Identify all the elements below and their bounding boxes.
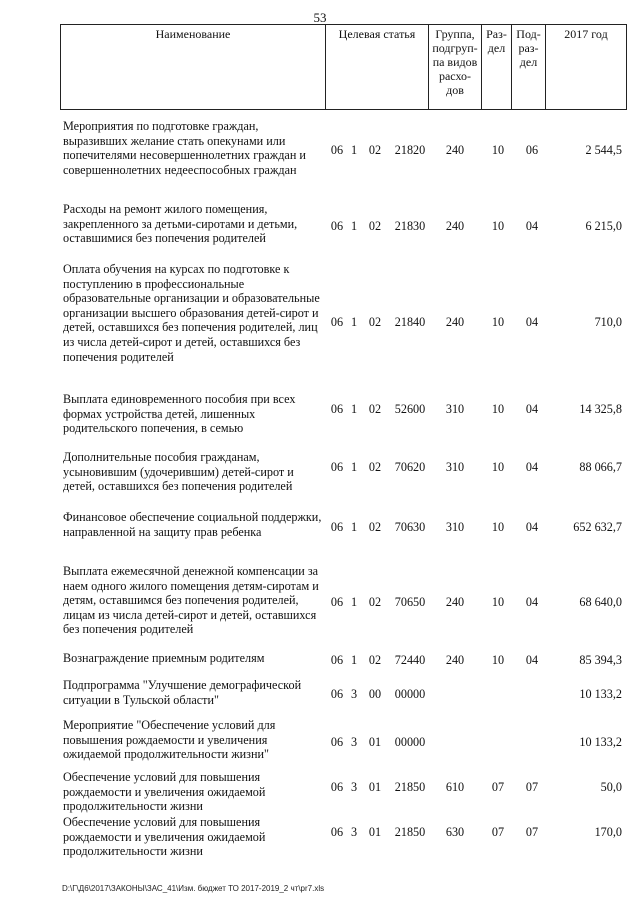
amount-2017: 10 133,2	[579, 735, 622, 749]
direction-code: 21840	[394, 315, 426, 329]
expense-group: 240	[445, 595, 465, 609]
subsection: 04	[525, 219, 539, 233]
section: 10	[491, 143, 505, 157]
program-code: 06	[330, 315, 344, 329]
subsection: 06	[525, 143, 539, 157]
program-code: 06	[330, 595, 344, 609]
subprogram-code: 3	[350, 780, 358, 794]
section: 10	[491, 520, 505, 534]
subprogram-code: 3	[350, 735, 358, 749]
subprogram-code: 3	[350, 825, 358, 839]
row-name: Финансовое обеспечение социальной поддержки, направленной на защиту прав ребенка	[63, 510, 322, 539]
amount-2017: 50,0	[600, 780, 622, 794]
amount-2017: 2 544,5	[585, 143, 622, 157]
section: 10	[491, 219, 505, 233]
subprogram-code: 1	[350, 143, 358, 157]
expense-group: 240	[445, 219, 465, 233]
expense-group: 240	[445, 653, 465, 667]
event-code: 02	[368, 460, 382, 474]
program-code: 06	[330, 653, 344, 667]
header-group-line: Группа,	[435, 27, 475, 41]
direction-code: 52600	[394, 402, 426, 416]
expense-group: 630	[445, 825, 465, 839]
row-name: Выплата единовременного пособия при всех формах устройства детей, лишенных родительского попечения, в семью	[63, 392, 296, 436]
header-razdel-line: Раз-	[486, 27, 507, 41]
expense-group: 240	[445, 315, 465, 329]
program-code: 06	[330, 143, 344, 157]
section: 10	[491, 402, 505, 416]
event-code: 01	[368, 735, 382, 749]
event-code: 02	[368, 219, 382, 233]
subsection: 04	[525, 520, 539, 534]
event-code: 02	[368, 402, 382, 416]
row-name: Обеспечение условий для повышения рождаемости и увеличения ожидаемой продолжительности жизни	[63, 815, 266, 859]
direction-code: 21850	[394, 825, 426, 839]
program-code: 06	[330, 520, 344, 534]
row-name: Вознаграждение приемным родителям	[63, 651, 265, 665]
program-code: 06	[330, 402, 344, 416]
subprogram-code: 1	[350, 520, 358, 534]
header-podrazdel-line: Под-	[516, 27, 541, 41]
subprogram-code: 1	[350, 460, 358, 474]
section: 10	[491, 315, 505, 329]
subprogram-code: 1	[350, 402, 358, 416]
subsection: 04	[525, 460, 539, 474]
program-code: 06	[330, 735, 344, 749]
header-razdel-line: дел	[487, 41, 506, 55]
table-header	[60, 24, 627, 110]
subsection: 04	[525, 402, 539, 416]
amount-2017: 14 325,8	[579, 402, 622, 416]
direction-code: 21830	[394, 219, 426, 233]
event-code: 02	[368, 595, 382, 609]
section: 07	[491, 780, 505, 794]
direction-code: 00000	[394, 735, 426, 749]
header-podrazdel	[512, 25, 546, 110]
event-code: 02	[368, 315, 382, 329]
subsection: 07	[525, 825, 539, 839]
direction-code: 72440	[394, 653, 426, 667]
row-name: Обеспечение условий для повышения рождаемости и увеличения ожидаемой продолжительности жизни	[63, 770, 266, 814]
header-podrazdel-line: раз-	[518, 41, 539, 55]
section: 10	[491, 653, 505, 667]
header-group-line: подгруп-	[432, 41, 478, 55]
expense-group: 240	[445, 143, 465, 157]
subprogram-code: 1	[350, 219, 358, 233]
event-code: 02	[368, 653, 382, 667]
row-name: Выплата ежемесячной денежной компенсации за наем одного жилого помещения детям-сиротам и детям, оставшимся без попечения родителей, лицам из числа детей-сирот и детей, оставшихся без попечения родителей	[63, 564, 319, 637]
direction-code: 70630	[394, 520, 426, 534]
amount-2017: 170,0	[594, 825, 622, 839]
amount-2017: 6 215,0	[585, 219, 622, 233]
event-code: 01	[368, 825, 382, 839]
direction-code: 00000	[394, 687, 426, 701]
row-name: Мероприятие "Обеспечение условий для повышения рождаемости и увеличения ожидаемой продолжительности жизни"	[63, 718, 276, 762]
row-name: Подпрограмма "Улучшение демографической ситуации в Тульской области"	[63, 678, 302, 707]
header-group-line: дов	[446, 83, 464, 97]
expense-group: 310	[445, 520, 465, 534]
row-name: Дополнительные пособия гражданам, усыновившим (удочерившим) детей-сирот и детей, оставшихся без попечения родителей	[63, 450, 294, 494]
header-target: Целевая статья	[326, 25, 429, 110]
direction-code: 21820	[394, 143, 426, 157]
subsection: 07	[525, 780, 539, 794]
section: 07	[491, 825, 505, 839]
subsection: 04	[525, 653, 539, 667]
expense-group: 310	[445, 402, 465, 416]
amount-2017: 68 640,0	[579, 595, 622, 609]
direction-code: 70650	[394, 595, 426, 609]
subprogram-code: 3	[350, 687, 358, 701]
header-razdel	[482, 25, 512, 110]
row-name: Мероприятия по подготовке граждан, выразивших желание стать опекунами или попечителями несовершеннолетних граждан и совершеннолетних недееспособных граждан	[63, 119, 306, 177]
header-year: 2017 год	[546, 25, 627, 110]
program-code: 06	[330, 460, 344, 474]
header-podrazdel-line: дел	[519, 55, 538, 69]
row-name: Расходы на ремонт жилого помещения, закрепленного за детьми-сиротами и детьми, оставшимися без попечения родителей	[63, 202, 298, 246]
header-group	[429, 25, 482, 110]
program-code: 06	[330, 780, 344, 794]
section: 10	[491, 460, 505, 474]
event-code: 02	[368, 520, 382, 534]
subprogram-code: 1	[350, 315, 358, 329]
amount-2017: 85 394,3	[579, 653, 622, 667]
direction-code: 21850	[394, 780, 426, 794]
amount-2017: 652 632,7	[573, 520, 622, 534]
expense-group: 310	[445, 460, 465, 474]
page-number: 53	[313, 10, 327, 25]
expense-group: 610	[445, 780, 465, 794]
header-name: Наименование	[61, 25, 326, 110]
amount-2017: 88 066,7	[579, 460, 622, 474]
program-code: 06	[330, 219, 344, 233]
subprogram-code: 1	[350, 653, 358, 667]
footer-path: D:\Г\Д6\2017\ЗАКОНЫ\ЗАС_41\Изм. бюджет ТО 2017-2019_2 чт\pr7.xls	[62, 884, 325, 893]
direction-code: 70620	[394, 460, 426, 474]
amount-2017: 10 133,2	[579, 687, 622, 701]
section: 10	[491, 595, 505, 609]
header-group-line: расхо-	[438, 69, 472, 83]
event-code: 00	[368, 687, 382, 701]
event-code: 02	[368, 143, 382, 157]
subsection: 04	[525, 595, 539, 609]
event-code: 01	[368, 780, 382, 794]
header-group-line: па видов	[432, 55, 478, 69]
program-code: 06	[330, 825, 344, 839]
program-code: 06	[330, 687, 344, 701]
subsection: 04	[525, 315, 539, 329]
amount-2017: 710,0	[594, 315, 622, 329]
subprogram-code: 1	[350, 595, 358, 609]
row-name: Оплата обучения на курсах по подготовке к поступлению в профессиональные образовательные организации и образовательные организации высшего образования детей-сирот и детей, оставшихся без попечения родителей, лиц из числа детей-сирот и детей, оставшихся без попечения родителей	[63, 262, 320, 364]
